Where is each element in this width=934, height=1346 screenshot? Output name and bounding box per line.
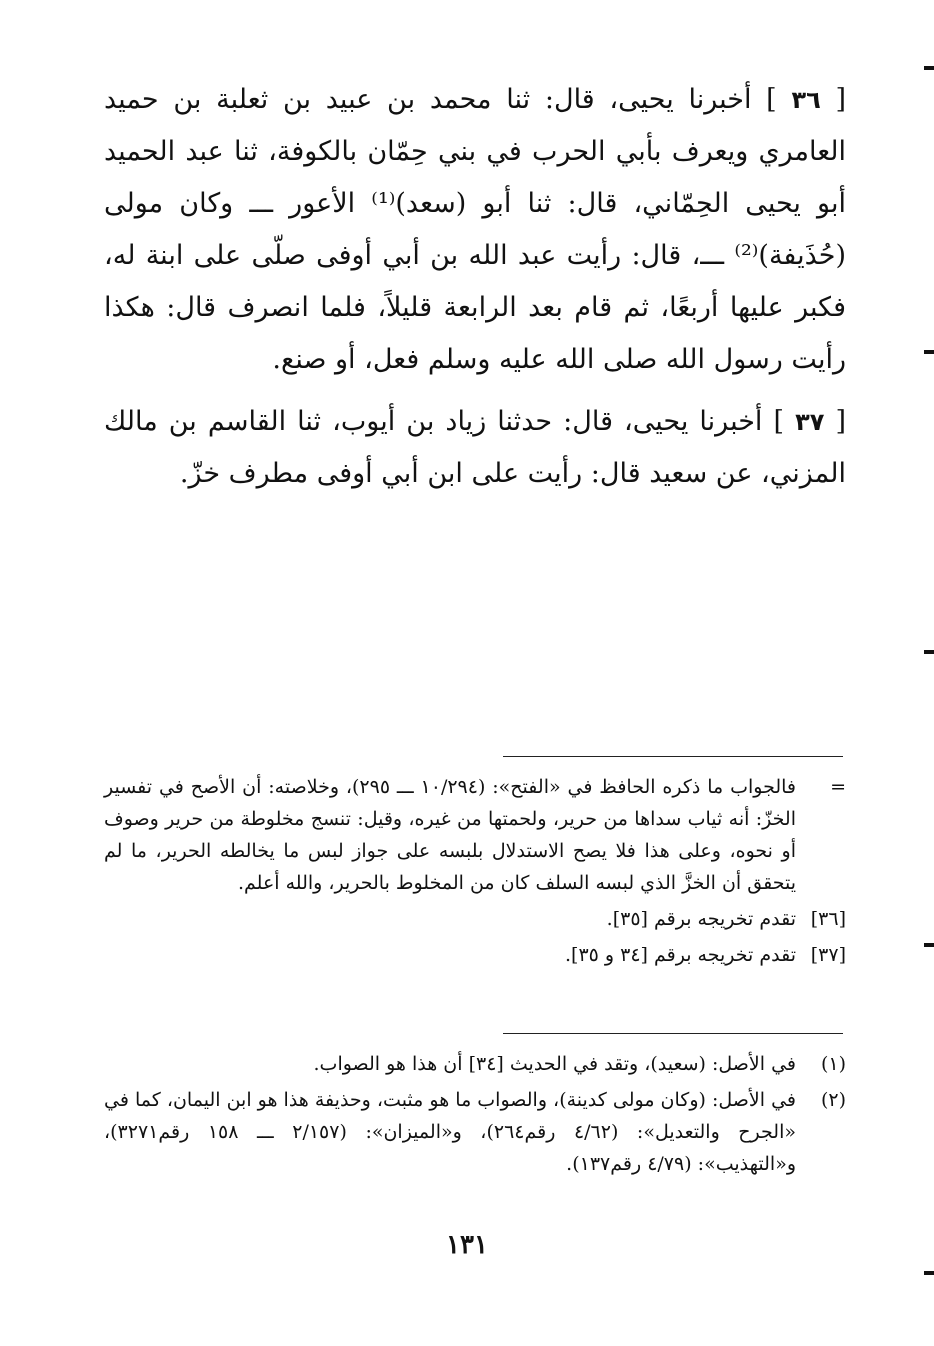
hadith-text: أخبرنا يحيى، قال: حدثنا زياد بن أيوب، ثنا القاسم بن مالك المزني، عن سعيد قال: رأيت على ابن أبي أوفى مطرف خزّ. (104, 406, 846, 489)
edge-mark (924, 350, 934, 354)
takhrij-note (104, 939, 846, 971)
footnote (104, 1084, 846, 1180)
edge-mark (924, 650, 934, 654)
edge-mark (924, 66, 934, 70)
hadith-number: ٣٧ (795, 408, 825, 436)
note-text: في الأصل: (سعيد)، وتقد في الحديث [٣٤] أن هذا هو الصواب. (313, 1053, 796, 1075)
note-label: = (830, 776, 846, 798)
note-text: في الأصل: (وكان مولى كدينة)، والصواب ما هو مثبت، وحذيفة هذا هو ابن اليمان، كما في «الجرح والتعديل»: (٤/٦٢ رقم٢٦٤)، و«الميزان»: (٢/١٥٧ ـــ ١٥٨ رقم٣٢٧١)، و«التهذيب»: (٤/٧٩ رقم١٣٧). (104, 1089, 796, 1175)
takhrij-note (104, 903, 846, 935)
note-text: فالجواب ما ذكره الحافظ في «الفتح»: (١٠/٢٩٤ ـــ ٢٩٥)، وخلاصته: أن الأصح في تفسير الخزّ: أنه ثياب سداها من حرير، ولحمتها من غيره، وقيل: تنسج مخلوطة من حرير وصوف أو نحوه، وعلى هذا فلا يصح الاستدلال بلبسه على جواز لبس ما يخالطه الحرير، ما لم يتحقق أن الخزَّ الذي لبسه السلف كان من المخلوط بالحرير، والله أعلم. (104, 776, 797, 894)
note-label: (٢) (820, 1089, 846, 1111)
main-text (104, 74, 846, 510)
hadith-37: [ ٣٧ ] أخبرنا يحيى، قال: حدثنا زياد بن أيوب، ثنا القاسم بن مالك المزني، عن سعيد قال: رأيت على ابن أبي أوفى مطرف خزّ. (104, 406, 846, 489)
note-label: [٣٦] (810, 908, 846, 930)
note-text: تقدم تخريجه برقم [٣٤ و ٣٥]. (564, 944, 796, 966)
note-label: [٣٧] (810, 944, 846, 966)
note-text: تقدم تخريجه برقم [٣٥]. (606, 908, 796, 930)
footnote-separator (503, 1033, 843, 1034)
notes-block-2 (104, 1048, 846, 1184)
footnote-separator (503, 756, 843, 757)
hadith-number: ٣٦ (791, 86, 821, 114)
note-label: (١) (820, 1053, 846, 1075)
note-continuation (104, 771, 846, 899)
page-number: ١٣١ (446, 1230, 488, 1260)
edge-mark (924, 1271, 934, 1275)
notes-block-1 (104, 771, 846, 975)
hadith-36: [ ٣٦ ] أخبرنا يحيى، قال: ثنا محمد بن عبيد بن ثعلبة بن حميد العامري ويعرف بأبي الحرب في بني حِمّان بالكوفة، ثنا عبد الحميد أبو يحيى الحِمّاني، قال: ثنا أبو (سعد)⁽¹⁾ الأعور ـــ وكان مولى (حُذَيفة)⁽²⁾ ـــ، قال: رأيت عبد الله بن أبي أوفى صلّى على ابنة له، فكبر عليها أربعًا، ثم قام بعد الرابعة قليلاً، فلما انصرف قال: هكذا رأيت رسول الله صلى الله عليه وسلم فعل، أو صنع. (104, 84, 846, 375)
footnote (104, 1048, 846, 1080)
hadith-text: أخبرنا يحيى، قال: ثنا محمد بن عبيد بن ثعلبة بن حميد العامري ويعرف بأبي الحرب في بني حِمّان بالكوفة، ثنا عبد الحميد أبو يحيى الحِمّاني، قال: ثنا أبو (سعد)⁽¹⁾ الأعور ـــ وكان مولى (حُذَيفة)⁽²⁾ ـــ، قال: رأيت عبد الله بن أبي أوفى صلّى على ابنة له، فكبر عليها أربعًا، ثم قام بعد الرابعة قليلاً، فلما انصرف قال: هكذا رأيت رسول الله صلى الله عليه وسلم فعل، أو صنع. (104, 84, 846, 375)
edge-mark (924, 943, 934, 947)
